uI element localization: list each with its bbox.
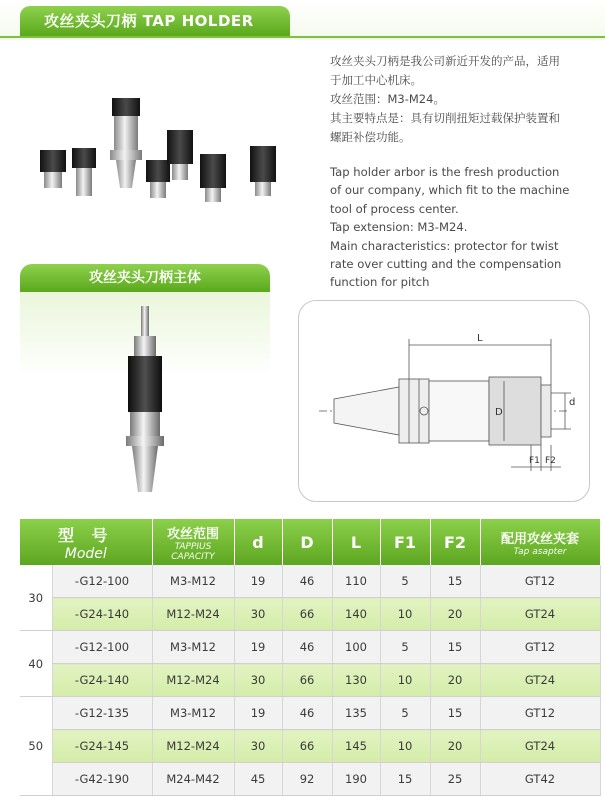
header-F2 — [430, 519, 480, 565]
dim-label-D: D — [495, 407, 503, 418]
dim-label-F1: F1 — [529, 456, 540, 466]
desc-en-line: Main characteristics: protector for twist — [330, 238, 559, 253]
header-range-en: TAPPIUS CAPACITY — [171, 541, 215, 562]
header-model — [20, 519, 152, 565]
dim-label-F2: F2 — [545, 456, 556, 466]
table-row — [20, 730, 600, 763]
cell-model: -G12-100 — [52, 631, 152, 664]
table-row — [20, 631, 600, 664]
table-row — [20, 763, 600, 796]
main-arbor-photo — [110, 98, 142, 188]
cell-D: 66 — [282, 598, 332, 631]
cell-F2: 20 — [430, 598, 480, 631]
collet-photo-6 — [250, 146, 276, 196]
group-size-cell: 40 — [20, 631, 52, 697]
cell-L: 135 — [332, 697, 380, 730]
cell-F2: 15 — [430, 697, 480, 730]
cell-range: M24-M42 — [152, 763, 234, 796]
product-group-photo — [22, 60, 312, 265]
cell-F1: 10 — [380, 598, 430, 631]
header-d-label: d — [252, 532, 264, 552]
desc-cn-line: 攻丝夹头刀柄是我公司新近开发的产品，适用 — [330, 54, 560, 68]
cell-range: M3-M12 — [152, 631, 234, 664]
desc-cn-line: 其主要特点是：具有切削扭矩过载保护装置和 — [330, 111, 560, 125]
cell-adapter: GT24 — [480, 598, 600, 631]
cell-range: M3-M12 — [152, 565, 234, 598]
desc-en-line: Tap extension: M3-M24. — [330, 220, 468, 235]
table-header-row — [20, 519, 600, 565]
header-adapter — [480, 519, 600, 565]
header-L-label: L — [350, 532, 362, 552]
header-range-cn: 攻丝范围 — [167, 526, 220, 542]
cell-D: 66 — [282, 664, 332, 697]
header-range — [152, 519, 234, 565]
cell-F1: 10 — [380, 664, 430, 697]
cell-L: 110 — [332, 565, 380, 598]
cell-d: 45 — [234, 763, 282, 796]
dim-label-d: d — [569, 397, 576, 408]
collet-photo-5 — [200, 154, 226, 202]
cell-L: 145 — [332, 730, 380, 763]
cell-D: 92 — [282, 763, 332, 796]
header-D-label: D — [300, 532, 314, 552]
cell-adapter: GT24 — [480, 664, 600, 697]
spec-table — [20, 519, 601, 796]
table-row — [20, 664, 600, 697]
header-d — [234, 519, 282, 565]
cell-range: M3-M12 — [152, 697, 234, 730]
cell-F2: 20 — [430, 664, 480, 697]
cell-F1: 15 — [380, 763, 430, 796]
cell-F2: 15 — [430, 565, 480, 598]
header-F1 — [380, 519, 430, 565]
header-F1-label: F1 — [393, 532, 417, 552]
cell-model: -G24-140 — [52, 598, 152, 631]
table-row — [20, 697, 600, 730]
table-row — [20, 598, 600, 631]
cell-range: M12-M24 — [152, 730, 234, 763]
desc-en-line: function for pitch — [330, 275, 430, 290]
header-adapter-en: Tap asapter — [513, 546, 567, 557]
cell-adapter: GT12 — [480, 565, 600, 598]
description-english — [330, 163, 580, 292]
main-body-panel — [20, 292, 270, 504]
diagram-drawing — [299, 301, 589, 501]
cell-d: 19 — [234, 565, 282, 598]
header-D — [282, 519, 332, 565]
cell-F1: 5 — [380, 631, 430, 664]
cell-d: 19 — [234, 631, 282, 664]
desc-en-line: of our company, which fit to the machine — [330, 183, 570, 198]
cell-F2: 25 — [430, 763, 480, 796]
collet-photo-1 — [40, 150, 66, 188]
table-row — [20, 565, 600, 598]
header-model-en: Model — [64, 545, 107, 562]
header-model-cn: 型 号 — [57, 525, 114, 545]
dim-label-L: L — [477, 333, 483, 344]
cell-adapter: GT42 — [480, 763, 600, 796]
header-F2-label: F2 — [443, 532, 467, 552]
cell-model: -G42-190 — [52, 763, 152, 796]
desc-cn-line: 于加工中心机床。 — [330, 73, 422, 87]
cell-d: 30 — [234, 664, 282, 697]
collet-photo-2 — [72, 148, 96, 196]
cell-F2: 15 — [430, 631, 480, 664]
group-size-cell: 30 — [20, 565, 52, 631]
cell-L: 100 — [332, 631, 380, 664]
subheading-tab: 攻丝夹头刀柄主体 — [20, 264, 270, 292]
header-adapter-cn: 配用攻丝夹套 — [501, 531, 580, 547]
collet-photo-3 — [146, 160, 170, 198]
cell-D: 46 — [282, 697, 332, 730]
cell-D: 66 — [282, 730, 332, 763]
desc-cn-line: 攻丝范围：M3-M24。 — [330, 92, 445, 106]
cell-d: 30 — [234, 598, 282, 631]
cell-adapter: GT24 — [480, 730, 600, 763]
cell-range: M12-M24 — [152, 664, 234, 697]
desc-en-line: Tap holder arbor is the fresh production — [330, 165, 560, 179]
cell-L: 130 — [332, 664, 380, 697]
cell-model: -G12-100 — [52, 565, 152, 598]
desc-cn-line: 螺距补偿功能。 — [330, 130, 411, 144]
cell-F2: 20 — [430, 730, 480, 763]
cell-range: M12-M24 — [152, 598, 234, 631]
cell-D: 46 — [282, 631, 332, 664]
group-size-cell: 50 — [20, 697, 52, 796]
cell-F1: 5 — [380, 565, 430, 598]
cell-L: 140 — [332, 598, 380, 631]
technical-diagram — [298, 300, 590, 502]
cell-F1: 10 — [380, 730, 430, 763]
cell-d: 19 — [234, 697, 282, 730]
cell-adapter: GT12 — [480, 631, 600, 664]
cell-d: 30 — [234, 730, 282, 763]
cell-D: 46 — [282, 565, 332, 598]
header-L — [332, 519, 380, 565]
desc-en-line: rate over cutting and the compensation — [330, 257, 562, 272]
cell-model: -G24-140 — [52, 664, 152, 697]
collet-photo-4 — [167, 130, 193, 180]
desc-en-line: tool of process center. — [330, 201, 459, 216]
cell-adapter: GT12 — [480, 697, 600, 730]
cell-model: -G12-135 — [52, 697, 152, 730]
cell-F1: 5 — [380, 697, 430, 730]
main-body-photo — [20, 292, 270, 504]
description-chinese — [330, 52, 585, 147]
cell-model: -G24-145 — [52, 730, 152, 763]
page-title: 攻丝夹头刀柄 TAP HOLDER ARBOR — [20, 6, 290, 36]
cell-L: 190 — [332, 763, 380, 796]
